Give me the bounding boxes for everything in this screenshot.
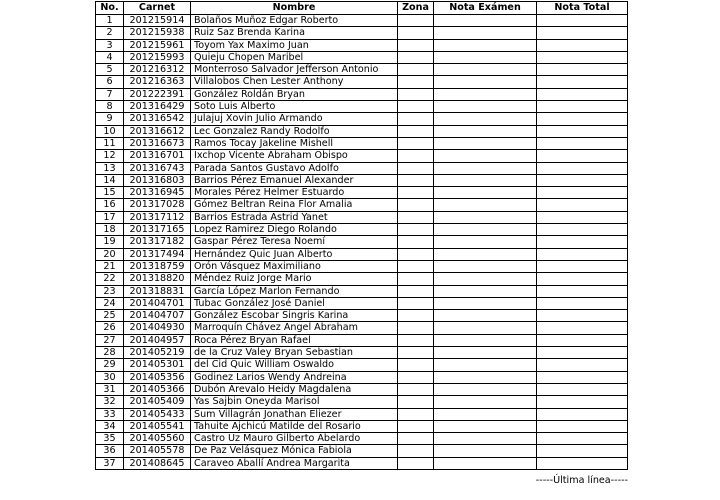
cell-nombre: Ramos Tocay Jakeline Mishell bbox=[191, 137, 398, 149]
cell-nombre: De Paz Velásquez Mónica Fabiola bbox=[191, 445, 398, 457]
cell-carnet: 201317112 bbox=[124, 211, 191, 223]
cell-nota-total bbox=[537, 125, 628, 137]
cell-nota-examen bbox=[434, 334, 537, 346]
cell-nota-examen bbox=[434, 359, 537, 371]
cell-nota-examen bbox=[434, 113, 537, 125]
cell-zona bbox=[398, 199, 434, 211]
cell-zona bbox=[398, 211, 434, 223]
cell-no: 37 bbox=[96, 457, 124, 469]
cell-no: 36 bbox=[96, 445, 124, 457]
cell-no: 13 bbox=[96, 162, 124, 174]
cell-nombre: Barrios Estrada Astrid Yanet bbox=[191, 211, 398, 223]
header-zona: Zona bbox=[398, 2, 434, 15]
cell-nombre: Castro Uz Mauro Gilberto Abelardo bbox=[191, 433, 398, 445]
cell-no: 2 bbox=[96, 27, 124, 39]
cell-nota-examen bbox=[434, 39, 537, 51]
cell-nota-examen bbox=[434, 383, 537, 395]
cell-carnet: 201216363 bbox=[124, 76, 191, 88]
cell-nota-total bbox=[537, 420, 628, 432]
cell-carnet: 201215993 bbox=[124, 51, 191, 63]
cell-carnet: 201405356 bbox=[124, 371, 191, 383]
cell-zona bbox=[398, 76, 434, 88]
cell-nota-total bbox=[537, 408, 628, 420]
cell-nombre: Julajuj Xovin Julio Armando bbox=[191, 113, 398, 125]
cell-nombre: García López Marlon Fernando bbox=[191, 285, 398, 297]
header-carnet: Carnet bbox=[124, 2, 191, 15]
cell-zona bbox=[398, 236, 434, 248]
cell-zona bbox=[398, 396, 434, 408]
cell-nota-examen bbox=[434, 224, 537, 236]
header-row bbox=[96, 2, 628, 15]
cell-no: 32 bbox=[96, 396, 124, 408]
cell-zona bbox=[398, 457, 434, 469]
cell-nota-total bbox=[537, 260, 628, 272]
cell-nota-examen bbox=[434, 137, 537, 149]
cell-nota-examen bbox=[434, 76, 537, 88]
cell-nota-examen bbox=[434, 322, 537, 334]
cell-nota-examen bbox=[434, 27, 537, 39]
cell-carnet: 201215914 bbox=[124, 15, 191, 27]
cell-nota-total bbox=[537, 101, 628, 113]
cell-carnet: 201316673 bbox=[124, 137, 191, 149]
cell-zona bbox=[398, 150, 434, 162]
cell-nombre: Quieju Chopen Maribel bbox=[191, 51, 398, 63]
cell-nota-examen bbox=[434, 236, 537, 248]
cell-no: 24 bbox=[96, 297, 124, 309]
table-row bbox=[96, 27, 628, 39]
cell-nota-examen bbox=[434, 433, 537, 445]
cell-no: 18 bbox=[96, 224, 124, 236]
table-row bbox=[96, 15, 628, 27]
table-row bbox=[96, 383, 628, 395]
cell-nombre: Monterroso Salvador Jefferson Antonio bbox=[191, 64, 398, 76]
cell-nombre: Barrios Pérez Emanuel Alexander bbox=[191, 174, 398, 186]
cell-zona bbox=[398, 248, 434, 260]
cell-nota-examen bbox=[434, 445, 537, 457]
cell-carnet: 201316542 bbox=[124, 113, 191, 125]
cell-nota-total bbox=[537, 199, 628, 211]
cell-nota-examen bbox=[434, 420, 537, 432]
cell-nombre: Roca Pérez Bryan Rafael bbox=[191, 334, 398, 346]
table-row bbox=[96, 371, 628, 383]
table-row bbox=[96, 420, 628, 432]
table-row bbox=[96, 408, 628, 420]
cell-zona bbox=[398, 101, 434, 113]
cell-nombre: Hernández Quic Juan Alberto bbox=[191, 248, 398, 260]
cell-nombre: Toyom Yax Maximo Juan bbox=[191, 39, 398, 51]
table-row bbox=[96, 101, 628, 113]
cell-carnet: 201404930 bbox=[124, 322, 191, 334]
cell-zona bbox=[398, 125, 434, 137]
cell-carnet: 201405409 bbox=[124, 396, 191, 408]
cell-nota-total bbox=[537, 15, 628, 27]
cell-carnet: 201404701 bbox=[124, 297, 191, 309]
cell-carnet: 201405219 bbox=[124, 347, 191, 359]
cell-nota-examen bbox=[434, 211, 537, 223]
cell-carnet: 201404957 bbox=[124, 334, 191, 346]
cell-nota-total bbox=[537, 27, 628, 39]
cell-nota-examen bbox=[434, 88, 537, 100]
cell-no: 8 bbox=[96, 101, 124, 113]
cell-nota-examen bbox=[434, 285, 537, 297]
cell-nota-total bbox=[537, 39, 628, 51]
cell-zona bbox=[398, 433, 434, 445]
cell-nota-total bbox=[537, 174, 628, 186]
cell-no: 4 bbox=[96, 51, 124, 63]
cell-carnet: 201215938 bbox=[124, 27, 191, 39]
cell-nombre: Lopez Ramirez Diego Rolando bbox=[191, 224, 398, 236]
table-row bbox=[96, 433, 628, 445]
cell-carnet: 201405366 bbox=[124, 383, 191, 395]
cell-zona bbox=[398, 285, 434, 297]
cell-carnet: 201316803 bbox=[124, 174, 191, 186]
cell-nota-examen bbox=[434, 125, 537, 137]
cell-no: 19 bbox=[96, 236, 124, 248]
cell-no: 29 bbox=[96, 359, 124, 371]
cell-zona bbox=[398, 260, 434, 272]
cell-no: 23 bbox=[96, 285, 124, 297]
table-row bbox=[96, 125, 628, 137]
cell-nota-examen bbox=[434, 347, 537, 359]
cell-nombre: de la Cruz Valey Bryan Sebastian bbox=[191, 347, 398, 359]
cell-nota-total bbox=[537, 162, 628, 174]
last-line-marker: -----Última línea----- bbox=[535, 475, 628, 486]
table-row bbox=[96, 334, 628, 346]
cell-no: 28 bbox=[96, 347, 124, 359]
cell-no: 1 bbox=[96, 15, 124, 27]
table-row bbox=[96, 162, 628, 174]
cell-nota-examen bbox=[434, 248, 537, 260]
cell-carnet: 201316701 bbox=[124, 150, 191, 162]
cell-zona bbox=[398, 39, 434, 51]
cell-no: 35 bbox=[96, 433, 124, 445]
table-row bbox=[96, 445, 628, 457]
cell-nota-total bbox=[537, 445, 628, 457]
student-grades-table bbox=[95, 1, 628, 470]
cell-nombre: Bolaños Muñoz Edgar Roberto bbox=[191, 15, 398, 27]
cell-nota-examen bbox=[434, 15, 537, 27]
cell-nombre: Dubón Arevalo Heidy Magdalena bbox=[191, 383, 398, 395]
cell-nota-examen bbox=[434, 260, 537, 272]
cell-nombre: Ixchop Vicente Abraham Obispo bbox=[191, 150, 398, 162]
cell-zona bbox=[398, 322, 434, 334]
cell-nota-total bbox=[537, 211, 628, 223]
cell-nombre: Gaspar Pérez Teresa Noemí bbox=[191, 236, 398, 248]
table-row bbox=[96, 273, 628, 285]
cell-carnet: 201405541 bbox=[124, 420, 191, 432]
cell-nota-total bbox=[537, 285, 628, 297]
cell-no: 7 bbox=[96, 88, 124, 100]
cell-no: 27 bbox=[96, 334, 124, 346]
cell-no: 14 bbox=[96, 174, 124, 186]
cell-nota-total bbox=[537, 51, 628, 63]
cell-carnet: 201405578 bbox=[124, 445, 191, 457]
cell-zona bbox=[398, 347, 434, 359]
cell-no: 20 bbox=[96, 248, 124, 260]
cell-carnet: 201408645 bbox=[124, 457, 191, 469]
cell-nota-total bbox=[537, 150, 628, 162]
cell-no: 9 bbox=[96, 113, 124, 125]
cell-no: 31 bbox=[96, 383, 124, 395]
cell-zona bbox=[398, 371, 434, 383]
cell-carnet: 201215961 bbox=[124, 39, 191, 51]
table-row bbox=[96, 39, 628, 51]
cell-carnet: 201404707 bbox=[124, 310, 191, 322]
cell-zona bbox=[398, 88, 434, 100]
cell-nota-examen bbox=[434, 408, 537, 420]
cell-no: 12 bbox=[96, 150, 124, 162]
table-row bbox=[96, 174, 628, 186]
cell-carnet: 201222391 bbox=[124, 88, 191, 100]
table-row bbox=[96, 64, 628, 76]
cell-no: 34 bbox=[96, 420, 124, 432]
cell-nota-total bbox=[537, 359, 628, 371]
cell-nota-total bbox=[537, 88, 628, 100]
cell-nombre: Méndez Ruiz Jorge Mario bbox=[191, 273, 398, 285]
cell-carnet: 201216312 bbox=[124, 64, 191, 76]
cell-carnet: 201317182 bbox=[124, 236, 191, 248]
cell-nota-total bbox=[537, 322, 628, 334]
cell-zona bbox=[398, 310, 434, 322]
cell-nombre: González Escobar Singris Karina bbox=[191, 310, 398, 322]
table-row bbox=[96, 297, 628, 309]
cell-zona bbox=[398, 15, 434, 27]
cell-nombre: Godinez Larios Wendy Andreina bbox=[191, 371, 398, 383]
cell-zona bbox=[398, 297, 434, 309]
cell-nota-total bbox=[537, 137, 628, 149]
table-row bbox=[96, 396, 628, 408]
cell-nombre: Yas Sajbin Oneyda Marisol bbox=[191, 396, 398, 408]
cell-nota-examen bbox=[434, 457, 537, 469]
cell-nota-total bbox=[537, 113, 628, 125]
table-row bbox=[96, 187, 628, 199]
cell-nota-examen bbox=[434, 297, 537, 309]
cell-nota-examen bbox=[434, 150, 537, 162]
cell-no: 33 bbox=[96, 408, 124, 420]
cell-carnet: 201316429 bbox=[124, 101, 191, 113]
cell-nota-total bbox=[537, 433, 628, 445]
table-row bbox=[96, 137, 628, 149]
table-row bbox=[96, 260, 628, 272]
table-row bbox=[96, 76, 628, 88]
table-row bbox=[96, 347, 628, 359]
cell-nombre: Sum Villagrán Jonathan Eliezer bbox=[191, 408, 398, 420]
cell-zona bbox=[398, 334, 434, 346]
header-nota-examen: Nota Exámen bbox=[434, 2, 537, 15]
cell-nota-total bbox=[537, 396, 628, 408]
cell-zona bbox=[398, 273, 434, 285]
cell-carnet: 201318820 bbox=[124, 273, 191, 285]
cell-nota-examen bbox=[434, 64, 537, 76]
cell-nombre: Marroquín Chávez Angel Abraham bbox=[191, 322, 398, 334]
table-row bbox=[96, 236, 628, 248]
header-no: No. bbox=[96, 2, 124, 15]
cell-zona bbox=[398, 445, 434, 457]
cell-nota-total bbox=[537, 457, 628, 469]
cell-nota-total bbox=[537, 273, 628, 285]
cell-nota-total bbox=[537, 334, 628, 346]
cell-no: 16 bbox=[96, 199, 124, 211]
cell-carnet: 201316612 bbox=[124, 125, 191, 137]
cell-nota-examen bbox=[434, 273, 537, 285]
table-row bbox=[96, 150, 628, 162]
cell-zona bbox=[398, 51, 434, 63]
cell-nombre: Villalobos Chen Lester Anthony bbox=[191, 76, 398, 88]
cell-zona bbox=[398, 224, 434, 236]
cell-no: 6 bbox=[96, 76, 124, 88]
cell-nombre: Gómez Beltran Reina Flor Amalia bbox=[191, 199, 398, 211]
cell-nombre: Parada Santos Gustavo Adolfo bbox=[191, 162, 398, 174]
cell-carnet: 201317028 bbox=[124, 199, 191, 211]
cell-zona bbox=[398, 27, 434, 39]
cell-nota-total bbox=[537, 224, 628, 236]
cell-nota-examen bbox=[434, 101, 537, 113]
cell-nota-total bbox=[537, 248, 628, 260]
cell-carnet: 201316743 bbox=[124, 162, 191, 174]
cell-no: 15 bbox=[96, 187, 124, 199]
table-row bbox=[96, 224, 628, 236]
header-nota-total: Nota Total bbox=[537, 2, 628, 15]
cell-nota-examen bbox=[434, 310, 537, 322]
table-row bbox=[96, 359, 628, 371]
cell-carnet: 201317494 bbox=[124, 248, 191, 260]
cell-carnet: 201316945 bbox=[124, 187, 191, 199]
table-row bbox=[96, 211, 628, 223]
table-header bbox=[96, 2, 628, 15]
table-row bbox=[96, 322, 628, 334]
cell-nota-total bbox=[537, 76, 628, 88]
cell-nota-total bbox=[537, 297, 628, 309]
cell-nombre: Orón Vásquez Maximiliano bbox=[191, 260, 398, 272]
cell-nombre: Ruiz Saz Brenda Karina bbox=[191, 27, 398, 39]
table-row bbox=[96, 88, 628, 100]
cell-nombre: Soto Luis Alberto bbox=[191, 101, 398, 113]
table-row bbox=[96, 51, 628, 63]
cell-nota-examen bbox=[434, 199, 537, 211]
cell-zona bbox=[398, 420, 434, 432]
cell-zona bbox=[398, 383, 434, 395]
header-nombre: Nombre bbox=[191, 2, 398, 15]
cell-carnet: 201405301 bbox=[124, 359, 191, 371]
cell-zona bbox=[398, 174, 434, 186]
table-row bbox=[96, 285, 628, 297]
cell-zona bbox=[398, 162, 434, 174]
cell-nota-examen bbox=[434, 174, 537, 186]
cell-no: 25 bbox=[96, 310, 124, 322]
cell-nombre: Tubac González José Daniel bbox=[191, 297, 398, 309]
cell-carnet: 201318831 bbox=[124, 285, 191, 297]
cell-nombre: Caraveo Aballí Andrea Margarita bbox=[191, 457, 398, 469]
cell-nombre: Lec Gonzalez Randy Rodolfo bbox=[191, 125, 398, 137]
cell-carnet: 201405560 bbox=[124, 433, 191, 445]
cell-no: 21 bbox=[96, 260, 124, 272]
cell-nota-examen bbox=[434, 162, 537, 174]
cell-carnet: 201405433 bbox=[124, 408, 191, 420]
cell-zona bbox=[398, 113, 434, 125]
cell-no: 3 bbox=[96, 39, 124, 51]
cell-carnet: 201318759 bbox=[124, 260, 191, 272]
cell-nombre: González Roldán Bryan bbox=[191, 88, 398, 100]
cell-nota-total bbox=[537, 383, 628, 395]
cell-no: 22 bbox=[96, 273, 124, 285]
cell-zona bbox=[398, 359, 434, 371]
cell-zona bbox=[398, 64, 434, 76]
cell-nombre: del Cid Quic William Oswaldo bbox=[191, 359, 398, 371]
cell-carnet: 201317165 bbox=[124, 224, 191, 236]
cell-no: 11 bbox=[96, 137, 124, 149]
cell-no: 10 bbox=[96, 125, 124, 137]
cell-no: 30 bbox=[96, 371, 124, 383]
cell-nombre: Tahuite Ajchicú Matilde del Rosario bbox=[191, 420, 398, 432]
cell-nombre: Morales Pérez Helmer Estuardo bbox=[191, 187, 398, 199]
table-row bbox=[96, 199, 628, 211]
cell-nota-examen bbox=[434, 396, 537, 408]
cell-nota-total bbox=[537, 187, 628, 199]
cell-no: 17 bbox=[96, 211, 124, 223]
cell-nota-total bbox=[537, 371, 628, 383]
cell-nota-total bbox=[537, 310, 628, 322]
table-row bbox=[96, 248, 628, 260]
cell-nota-total bbox=[537, 64, 628, 76]
table-row bbox=[96, 113, 628, 125]
cell-nota-examen bbox=[434, 371, 537, 383]
cell-nota-total bbox=[537, 236, 628, 248]
cell-zona bbox=[398, 137, 434, 149]
cell-nota-examen bbox=[434, 51, 537, 63]
cell-no: 26 bbox=[96, 322, 124, 334]
cell-nota-total bbox=[537, 347, 628, 359]
table-row bbox=[96, 310, 628, 322]
cell-zona bbox=[398, 408, 434, 420]
table-body bbox=[96, 15, 628, 470]
cell-no: 5 bbox=[96, 64, 124, 76]
table-row bbox=[96, 457, 628, 469]
cell-nota-examen bbox=[434, 187, 537, 199]
cell-zona bbox=[398, 187, 434, 199]
